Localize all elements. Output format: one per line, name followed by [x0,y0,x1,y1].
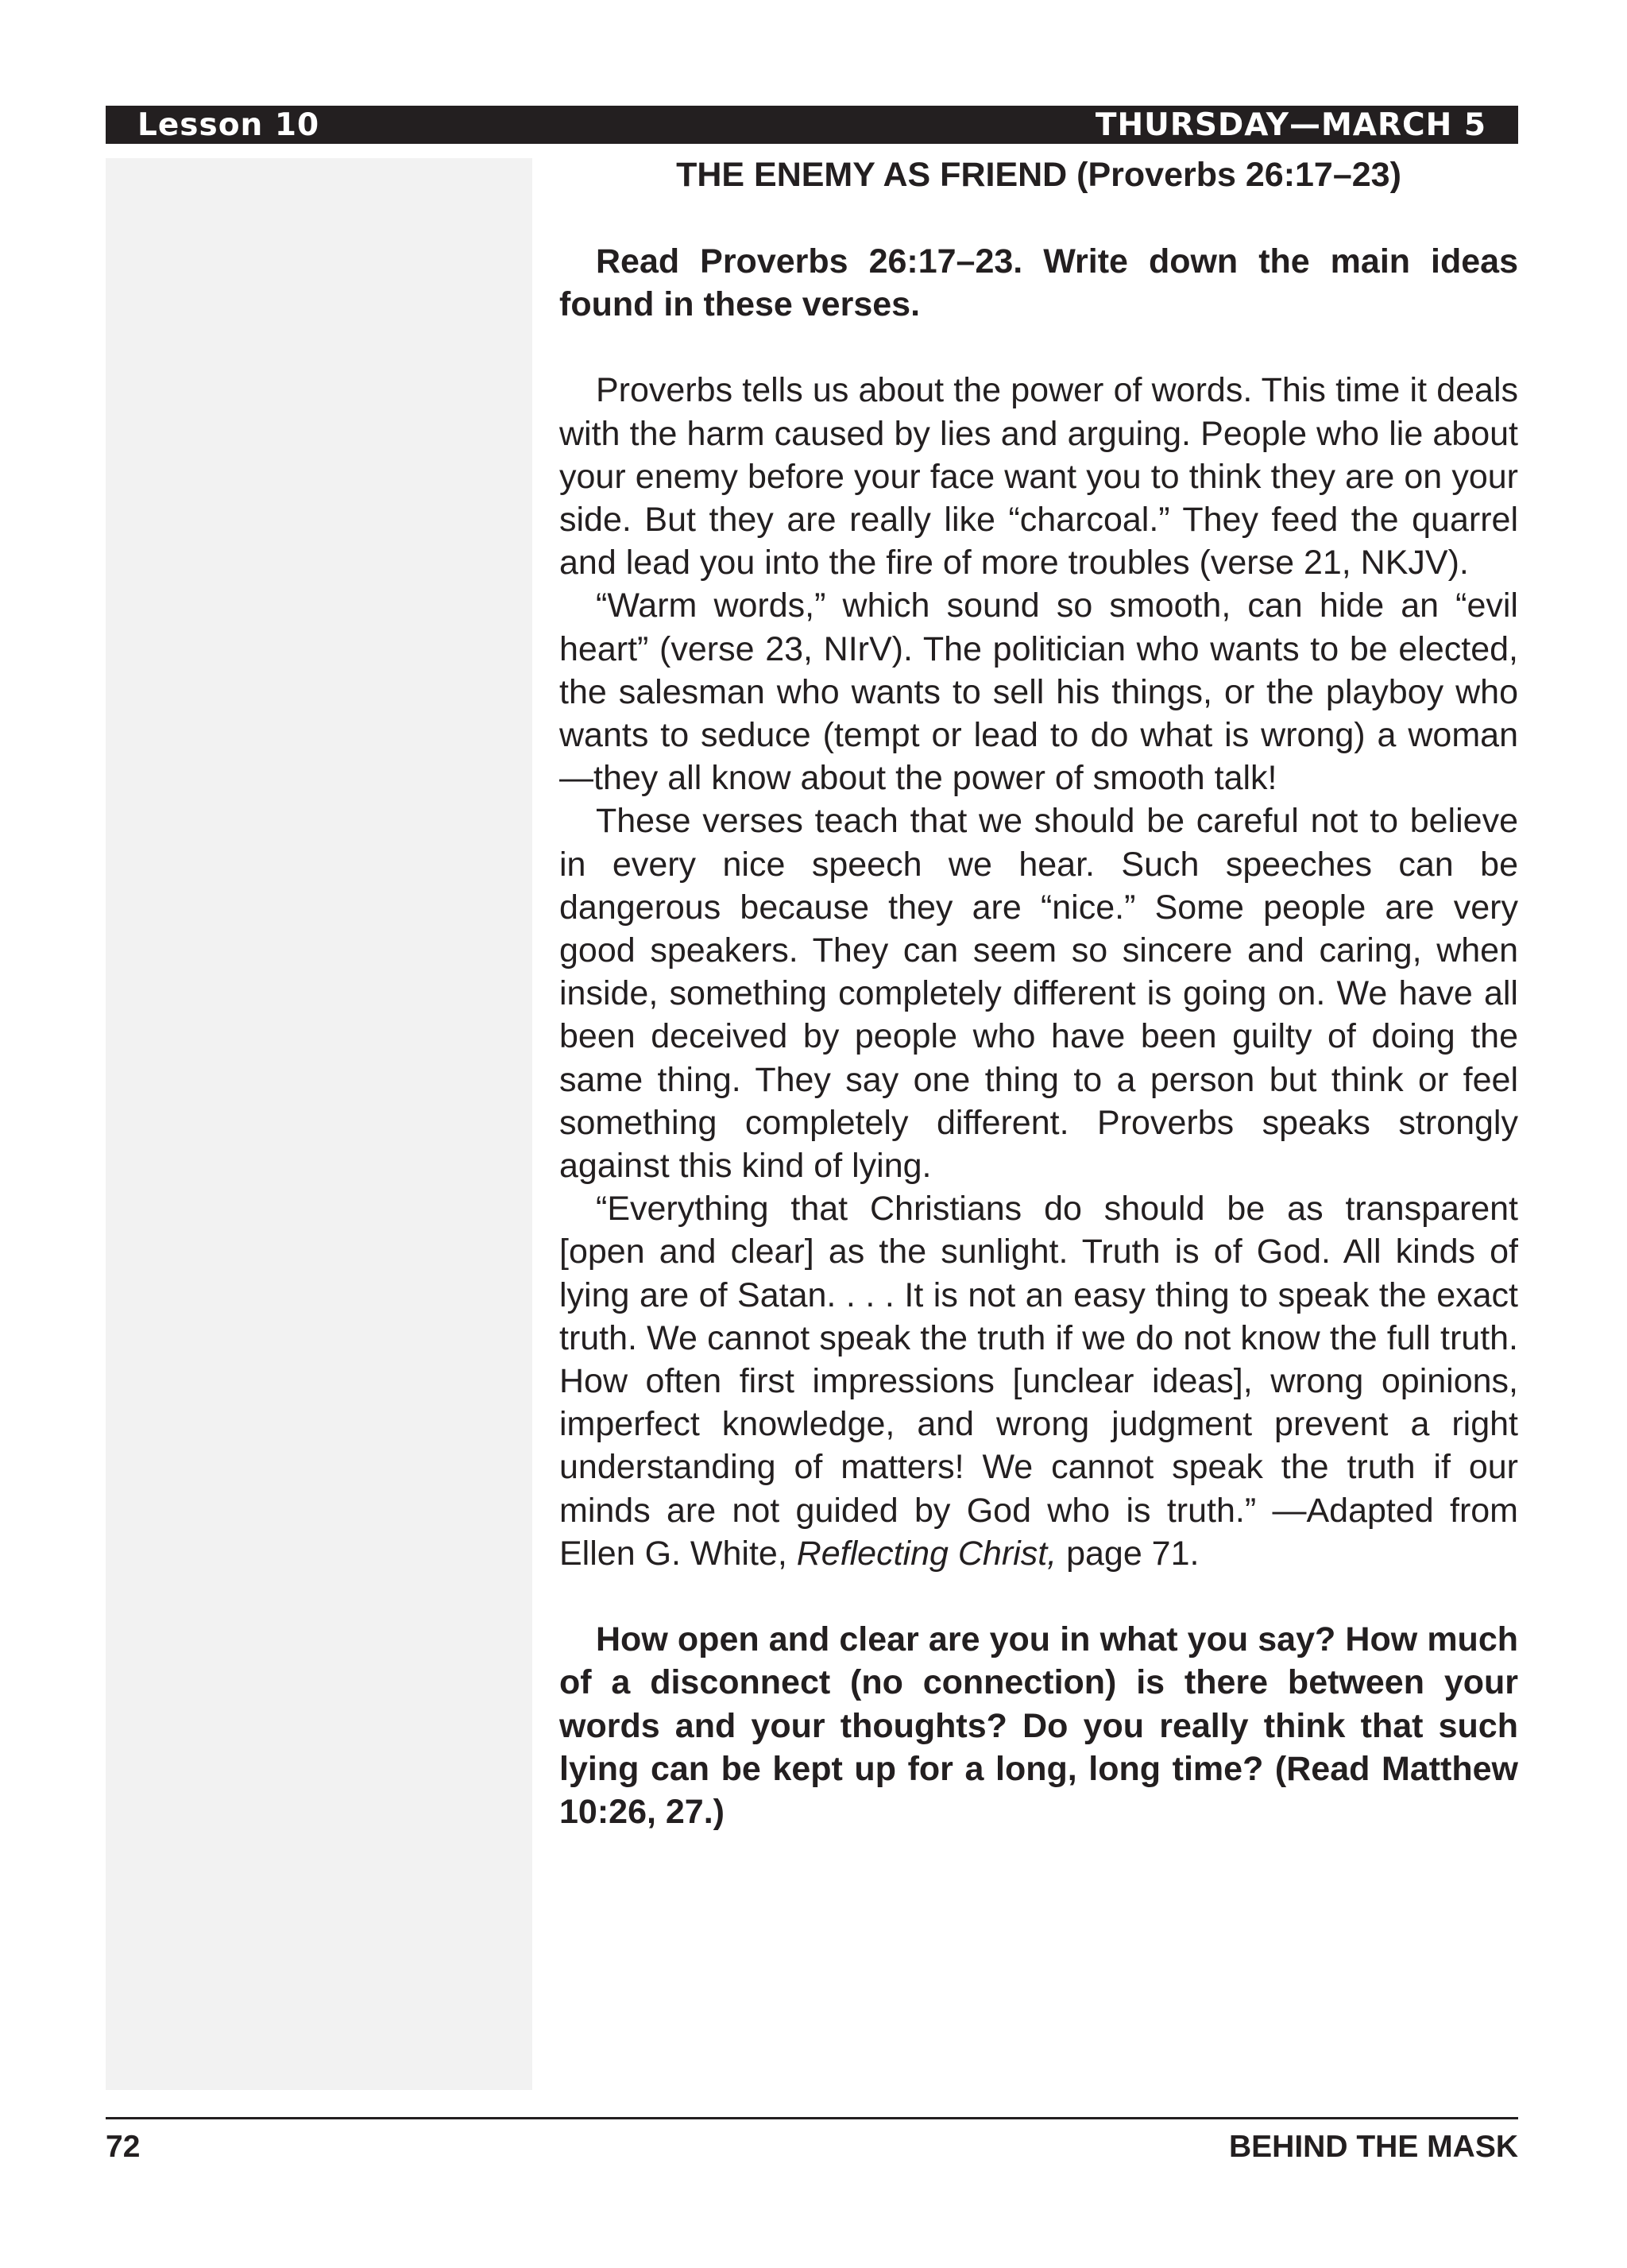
notes-sidebar [106,158,532,2090]
page-footer [106,2130,1518,2165]
citation-suffix: page 71. [1057,1534,1200,1573]
day-date-label: THURSDAY—MARCH 5 [1095,106,1486,143]
citation-prefix: —Adapted from Ellen G. White, [559,1491,1518,1573]
lesson-header-bar [106,106,1518,144]
reflection-question: How open and clear are you in what you say? How much of a disconnect (no connection) is there between your words and your thoughts? Do you really think that such lying can be kept up for a long, long time? (Read Matthew 10:26, 27.) [559,1620,1518,1831]
study-question: Read Proverbs 26:17–23. Write down the main ideas found in these verses. [559,242,1518,324]
lesson-label: Lesson 10 [137,106,320,143]
quote-text: “Everything that Christians do should be as transparent [open and clear] as the sunlight. Truth is of God. All kinds of lying are of Satan. . . . It is not an easy thing to speak the exact truth. We cannot speak the truth if we do not know the full truth. How often first impressions [unclear ideas], wrong opinions, imperfect knowledge, and wrong judgment prevent a right understanding of matters! We cannot speak the truth if our minds are not guided by God who is truth.” [559,1190,1518,1530]
citation-title: Reflecting Christ, [796,1534,1057,1573]
body-paragraph: These verses teach that we should be careful not to believe in every nice speech we hear. Such speeches can be dangerous because they are “nice.” Some people are very good speakers. They can seem so sincere and caring, when inside, something completely different is going on. We have all been deceived by people who have been guilty of doing the same thing. They say one thing to a person but think or feel something completely different. Proverbs speaks strongly against this kind of lying. [559,802,1518,1186]
book-title: BEHIND THE MASK [1228,2130,1518,2164]
main-content [559,153,1518,1833]
footer-divider [106,2117,1518,2119]
body-paragraph: Proverbs tells us about the power of words. This time it deals with the harm caused by lies and arguing. People who lie about your enemy before your face want you to think they are on your side. But they are really like “charcoal.” They feed the quarrel and lead you into the fire of more troubles (verse 21, NKJV). [559,371,1518,582]
quote-paragraph [559,1187,1518,1575]
body-paragraph: “Warm words,” which sound so smooth, can hide an “evil heart” (verse 23, NIrV). The politician who wants to be elected, the salesman who wants to sell his things, or the playboy who wants to seduce (tempt or lead to do what is wrong) a woman—they all know about the power of smooth talk! [559,586,1518,798]
section-title: THE ENEMY AS FRIEND (Proverbs 26:17–23) [676,156,1401,194]
page-number: 72 [106,2130,141,2164]
